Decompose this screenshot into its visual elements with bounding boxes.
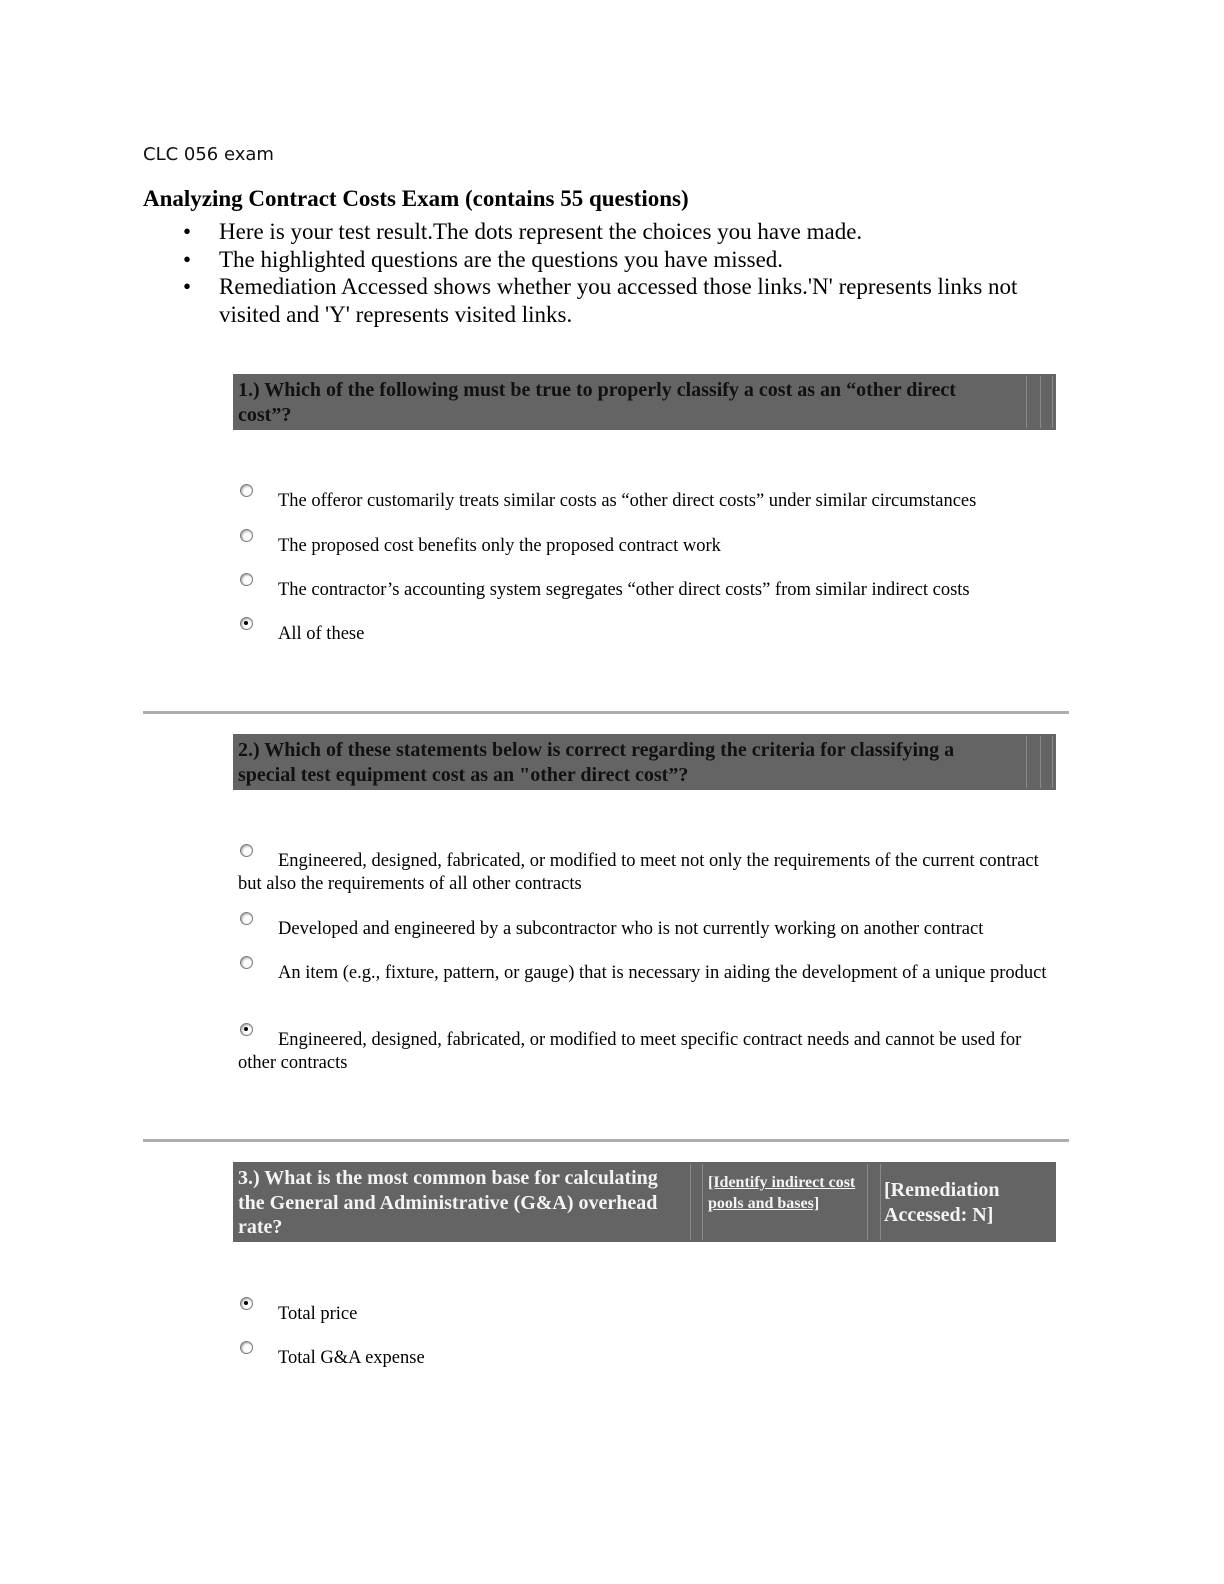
question-3-text: 3.) What is the most common base for calculating the General and Administrative (G&A) overhead rate? (238, 1167, 658, 1238)
option-label: Total price (278, 1304, 358, 1324)
instruction-text: Remediation Accessed shows whether you accessed those links.'N' represents links not visited and 'Y' represents visited links. (219, 274, 1018, 327)
radio-button[interactable] (240, 912, 253, 925)
radio-button[interactable] (240, 844, 253, 857)
radio-button[interactable] (240, 573, 253, 586)
option-label: Engineered, designed, fabricated, or modified to meet specific contract needs and cannot be used for other contracts (238, 1030, 1022, 1073)
option-label: Developed and engineered by a subcontractor who is not currently working on another contract (278, 919, 984, 939)
table-cell-border (1026, 736, 1027, 788)
remediation-link[interactable]: [Identify indirect cost pools and bases] (708, 1174, 856, 1212)
instruction-text: Here is your test result.The dots represent the choices you have made. (219, 219, 863, 244)
question-1-text: 1.) Which of the following must be true to properly classify a cost as an “other direct cost”? (238, 379, 956, 426)
bullet-icon: • (183, 219, 192, 244)
radio-button-selected[interactable] (240, 1023, 253, 1036)
option-label: All of these (278, 624, 365, 644)
instruction-text: The highlighted questions are the questions you have missed. (219, 246, 784, 272)
question-2-option-3[interactable] (238, 962, 1058, 985)
question-divider (143, 711, 1069, 714)
question-2-option-1[interactable] (238, 850, 1058, 896)
radio-button[interactable] (240, 956, 253, 969)
radio-button-selected[interactable] (240, 1297, 253, 1310)
radio-button[interactable] (240, 529, 253, 542)
table-cell-border (690, 1164, 691, 1240)
question-1-option-3[interactable] (238, 579, 1058, 602)
question-2-option-4[interactable] (238, 1029, 1058, 1075)
instruction-item (143, 218, 1063, 246)
instruction-item (143, 246, 1063, 274)
table-cell-border (1052, 736, 1053, 788)
radio-button[interactable] (240, 484, 253, 497)
table-cell-border (702, 1164, 703, 1240)
option-label: Engineered, designed, fabricated, or modified to meet not only the requirements of the current contract but also the requirements of all other contracts (238, 851, 1039, 894)
remediation-status: [Remediation Accessed: N] (884, 1179, 1000, 1226)
question-1-option-4[interactable] (238, 623, 1058, 646)
question-2-header (233, 734, 1056, 790)
radio-button[interactable] (240, 1341, 253, 1354)
table-cell-border (1040, 736, 1041, 788)
option-label: An item (e.g., fixture, pattern, or gauge) that is necessary in aiding the development of a unique product (278, 963, 1047, 983)
question-3-option-2[interactable] (238, 1347, 1058, 1370)
document-header: CLC 056 exam (143, 144, 274, 165)
question-1-header (233, 374, 1056, 430)
table-cell-border (880, 1164, 881, 1240)
option-label: The proposed cost benefits only the proposed contract work (278, 536, 721, 556)
question-2-text: 2.) Which of these statements below is correct regarding the criteria for classifying a special test equipment cost as an "other direct cost”? (238, 739, 955, 786)
instructions-list (143, 218, 1063, 328)
option-label: The offeror customarily treats similar costs as “other direct costs” under similar circumstances (278, 491, 977, 511)
question-1-option-2[interactable] (238, 535, 1058, 558)
option-label: Total G&A expense (278, 1348, 425, 1368)
question-divider (143, 1139, 1069, 1142)
instruction-item (143, 273, 1063, 328)
question-1-option-1[interactable] (238, 490, 1058, 513)
exam-title: Analyzing Contract Costs Exam (contains 55 questions) (143, 186, 689, 211)
table-cell-border (867, 1164, 868, 1240)
bullet-icon: • (183, 274, 192, 299)
question-3-header (233, 1162, 1056, 1242)
table-cell-border (1040, 376, 1041, 428)
question-3-option-1[interactable] (238, 1303, 1058, 1326)
table-cell-border (1052, 376, 1053, 428)
table-cell-border (1026, 376, 1027, 428)
bullet-icon: • (183, 246, 192, 272)
option-label: The contractor’s accounting system segregates “other direct costs” from similar indirect costs (278, 580, 970, 600)
radio-button-selected[interactable] (240, 617, 253, 630)
question-2-option-2[interactable] (238, 918, 1058, 941)
